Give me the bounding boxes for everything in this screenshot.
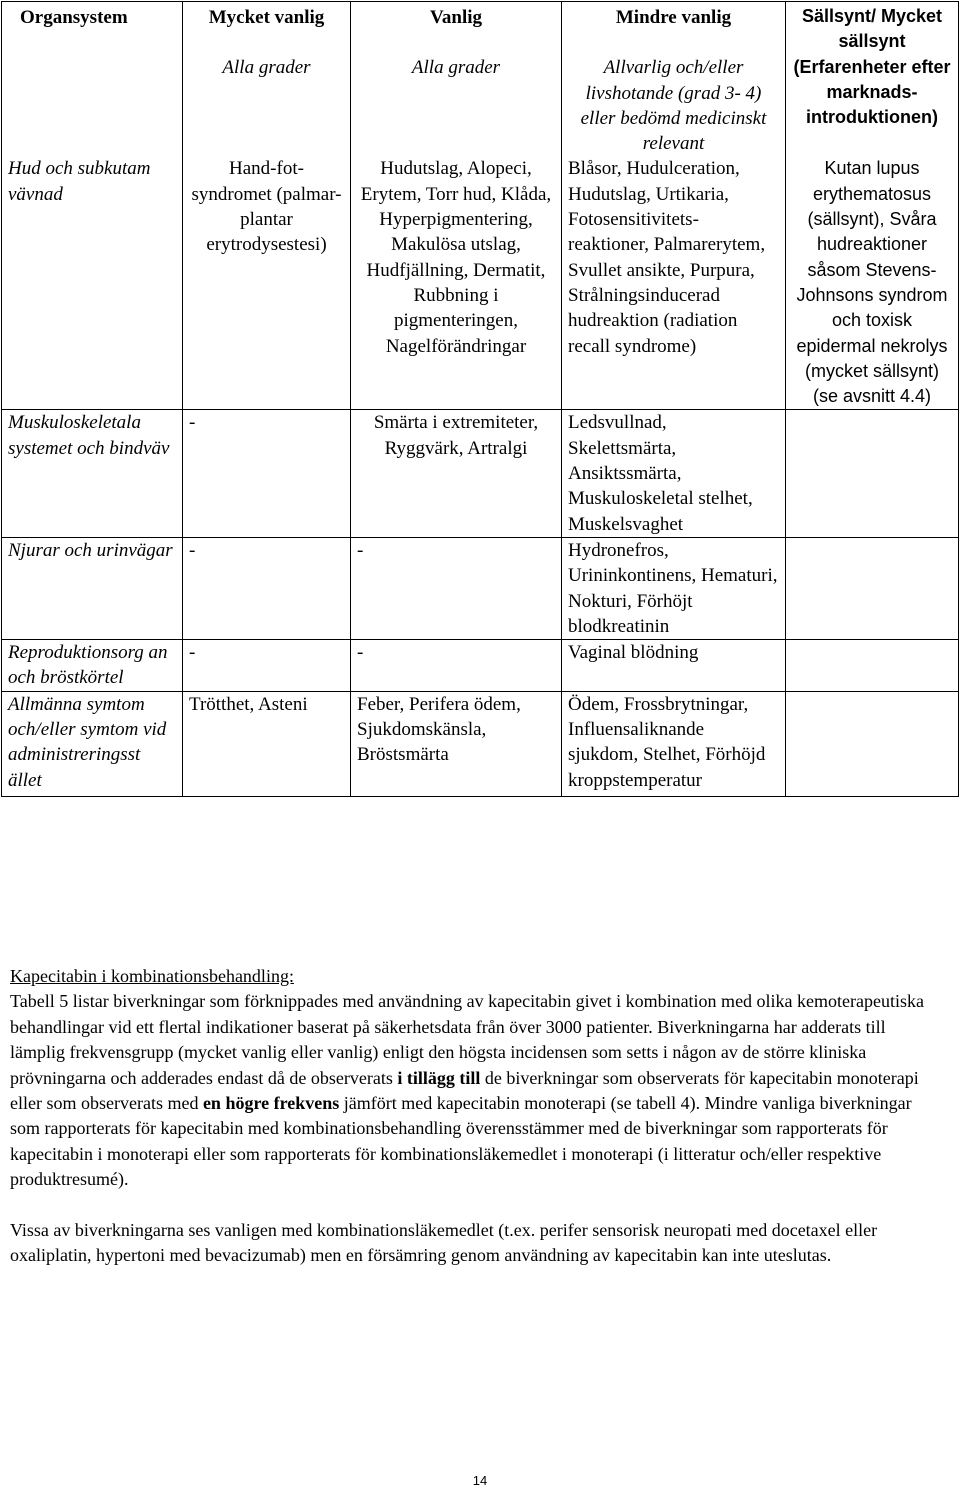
very-common-cell: - — [183, 410, 351, 537]
table-row — [2, 156, 959, 409]
note-paragraph: Vissa av biverkningarna ses vanligen med kombinationsläkemedlet (t.ex. perifer sensorisk neuropati med docetaxel eller oxaliplatin, hypertoni med bevacizumab) men en försämring genom användning av kapecitabin kan inte uteslutas. — [10, 1219, 878, 1266]
organ-cell: Allmänna symtom och/eller symtom vid administreringsst ället — [2, 691, 183, 796]
uncommon-cell: Ödem, Frossbrytningar, Influensaliknande sjukdom, Stelhet, Förhöjd kroppstemperatur — [562, 691, 786, 796]
header-rare: Sällsynt/ Mycket sällsynt (Erfarenheter efter marknads- introduktionen) — [786, 2, 959, 157]
common-cell: Hudutslag, Alopeci, Erytem, Torr hud, Klåda, Hyperpigmentering, Makulösa utslag, Hudfjällning, Dermatit, Rubbning i pigmenteringen, Nagelförändringar — [351, 156, 562, 409]
very-common-cell: - — [183, 537, 351, 639]
note-title: Kapecitabin i kombinationsbehandling: — [10, 966, 294, 986]
combination-therapy-note — [10, 964, 930, 1268]
table-row — [2, 537, 959, 639]
header-organ: Organsystem — [2, 2, 183, 157]
emphasis-text: i tillägg till — [397, 1067, 481, 1088]
common-cell: - — [351, 537, 562, 639]
adverse-reactions-table — [1, 1, 959, 797]
rare-cell — [786, 691, 959, 796]
rare-cell — [786, 640, 959, 692]
organ-cell: Muskuloskeletala systemet och bindväv — [2, 410, 183, 537]
table-row — [2, 410, 959, 537]
common-cell: - — [351, 640, 562, 692]
very-common-cell: Trötthet, Asteni — [183, 691, 351, 796]
header-uncommon: Mindre vanlig Allvarlig och/eller livshotande (grad 3- 4) eller bedömd medicinskt relevant — [562, 2, 786, 157]
organ-cell: Hud och subkutam vävnad — [2, 156, 183, 409]
common-cell: Smärta i extremiteter, Ryggvärk, Artralgi — [351, 410, 562, 537]
organ-cell: Reproduktionsorg an och bröstkörtel — [2, 640, 183, 692]
uncommon-cell: Ledsvullnad, Skelettsmärta, Ansiktssmärta, Muskuloskeletal stelhet, Muskelsvaghet — [562, 410, 786, 537]
table-header-row — [2, 2, 959, 157]
header-very-common: Mycket vanlig Alla grader — [183, 2, 351, 157]
rare-cell — [786, 410, 959, 537]
header-common: Vanlig Alla grader — [351, 2, 562, 157]
uncommon-cell: Vaginal blödning — [562, 640, 786, 692]
very-common-cell: Hand-fot- syndromet (palmar-plantar erytrodysestesi) — [183, 156, 351, 409]
page-number: 14 — [472, 1473, 488, 1488]
very-common-cell: - — [183, 640, 351, 692]
note-paragraph: Tabell 5 listar biverkningar som förknippades med användning av kapecitabin givet i kombination med olika kemoterapeutiska behandlingar vid ett flertal indikationer baserat på säkerhetsdata från över 3000 patienter. Biverkningarna har adderats till lämplig frekvensgrupp (mycket vanlig eller vanlig) enligt den högsta incidensen som setts i någon av de större kliniska prövningarna och adderades endast då de observerats i tillägg till de biverkningar som observerats för kapecitabin monoterapi eller som observerats med en högre frekvens jämfört med kapecitabin monoterapi (se tabell 4). Mindre vanliga biverkningar som rapporterats för kapecitabin med kombinationsbehandling överensstämmer med de biverkningar som rapporterats för kapecitabin i monoterapi eller som rapporterats för kombinationsläkemedlet i monoterapi (i litteratur och/eller respektive produktresumé). — [10, 991, 924, 1190]
emphasis-text: en högre frekvens — [202, 1093, 340, 1114]
uncommon-cell: Blåsor, Hudulceration, Hudutslag, Urtikaria, Fotosensitivitets- reaktioner, Palmarerytem, Svullet ansikte, Purpura, Strålningsinducerad hudreaktion (radiation recall syndrome) — [562, 156, 786, 409]
organ-cell: Njurar och urinvägar — [2, 537, 183, 639]
common-cell: Feber, Perifera ödem, Sjukdomskänsla, Bröstsmärta — [351, 691, 562, 796]
uncommon-cell: Hydronefros, Urininkontinens, Hematuri, Nokturi, Förhöjt blodkreatinin — [562, 537, 786, 639]
rare-cell — [786, 537, 959, 639]
table-row — [2, 640, 959, 692]
table-row — [2, 691, 959, 796]
rare-cell: Kutan lupus erythematosus (sällsynt), Svåra hudreaktioner såsom Stevens- Johnsons syndrom och toxisk epidermal nekrolys (mycket sällsynt) (se avsnitt 4.4) — [786, 156, 959, 409]
